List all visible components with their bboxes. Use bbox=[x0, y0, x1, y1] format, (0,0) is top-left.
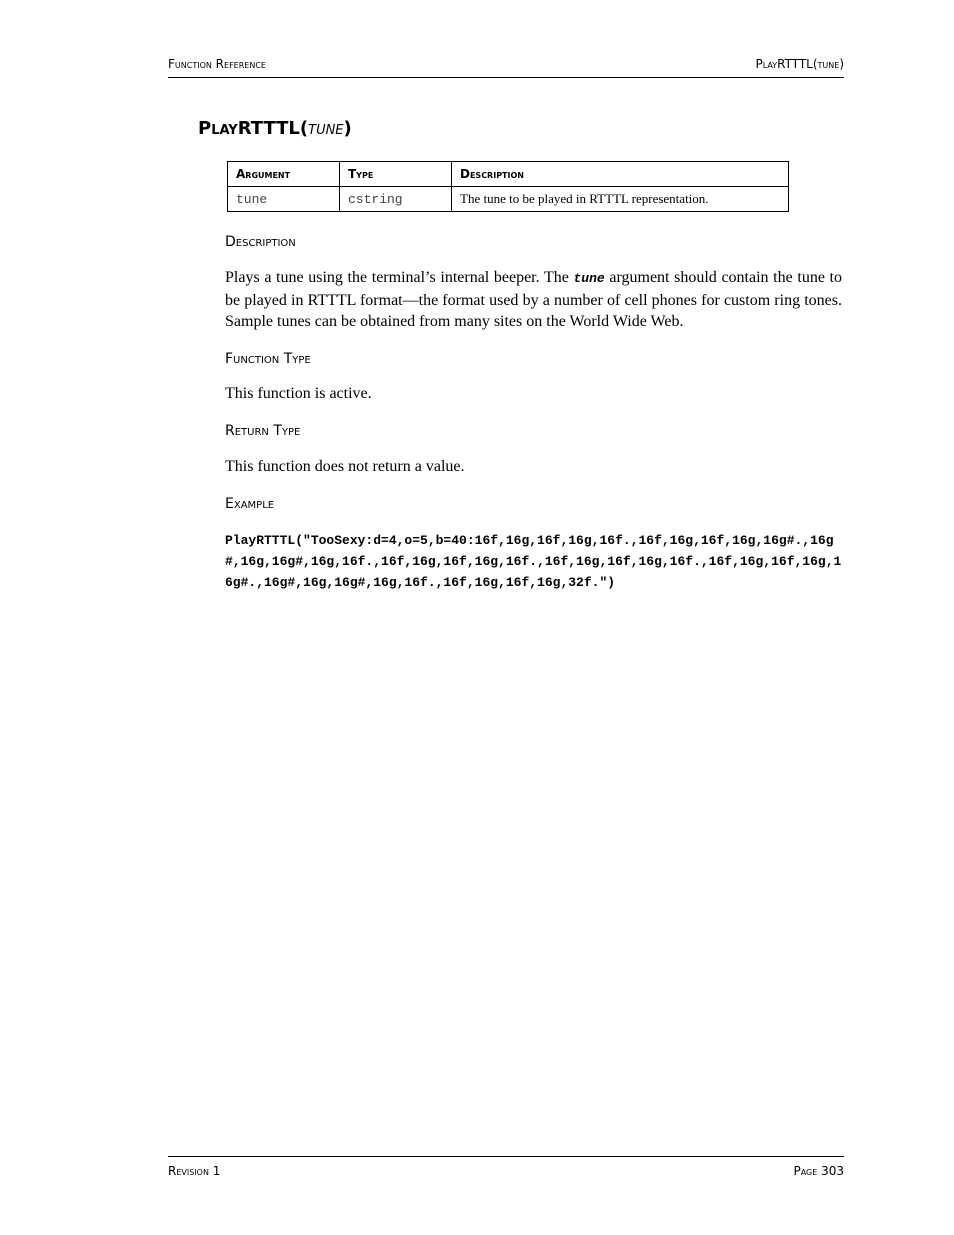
return-type-heading: Return Type bbox=[225, 423, 301, 439]
table-header-type: Type bbox=[340, 162, 452, 187]
function-title-arg: tune bbox=[308, 118, 344, 139]
arguments-table bbox=[227, 161, 789, 212]
example-code: PlayRTTTL("TooSexy:d=4,o=5,b=40:16f,16g,16f,16g,16f.,16f,16g,16f,16g,16g#.,16g#,16g,16g#,16g,16f.,16f,16g,16f,16g,16f.,16f,16g,16f,16g,16f.,16f,16g,16f,16g,16g#.,16g#,16g,16g#,16g,16f.,16f,16g,16f,16g,32f.") bbox=[225, 533, 842, 590]
function-title: PlayRTTTL(tune) bbox=[198, 118, 352, 139]
table-header-row bbox=[228, 162, 789, 187]
header-section-title: Function Reference bbox=[168, 57, 266, 71]
table-header-argument: Argument bbox=[228, 162, 340, 187]
example-heading: Example bbox=[225, 496, 275, 512]
return-type-text: This function does not return a value. bbox=[225, 458, 465, 475]
header-function-name: PlayRTTTL(tune) bbox=[755, 57, 844, 71]
description-heading: Description bbox=[225, 234, 296, 250]
running-footer bbox=[168, 1156, 844, 1181]
inline-code-tune: tune bbox=[573, 271, 605, 286]
footer-page-number: Page 303 bbox=[793, 1164, 844, 1178]
description-text: Plays a tune using the terminal’s internal beeper. The tune argument should contain the tune to be played in RTTTL format—the format used by a number of cell phones for custom ring tones. Sample tunes can be obtained from many sites on the World Wide Web. bbox=[225, 269, 842, 330]
table-cell-type: cstring bbox=[340, 187, 452, 212]
function-type-heading: Function Type bbox=[225, 351, 311, 367]
function-type-text: This function is active. bbox=[225, 385, 372, 402]
table-cell-argument: tune bbox=[228, 187, 340, 212]
table-header-description: Description bbox=[452, 162, 789, 187]
table-row bbox=[228, 187, 789, 212]
table-cell-description: The tune to be played in RTTTL representation. bbox=[452, 187, 789, 212]
header-function-arg: tune bbox=[817, 57, 840, 71]
footer-revision: Revision 1 bbox=[168, 1164, 221, 1178]
running-header bbox=[168, 57, 844, 78]
